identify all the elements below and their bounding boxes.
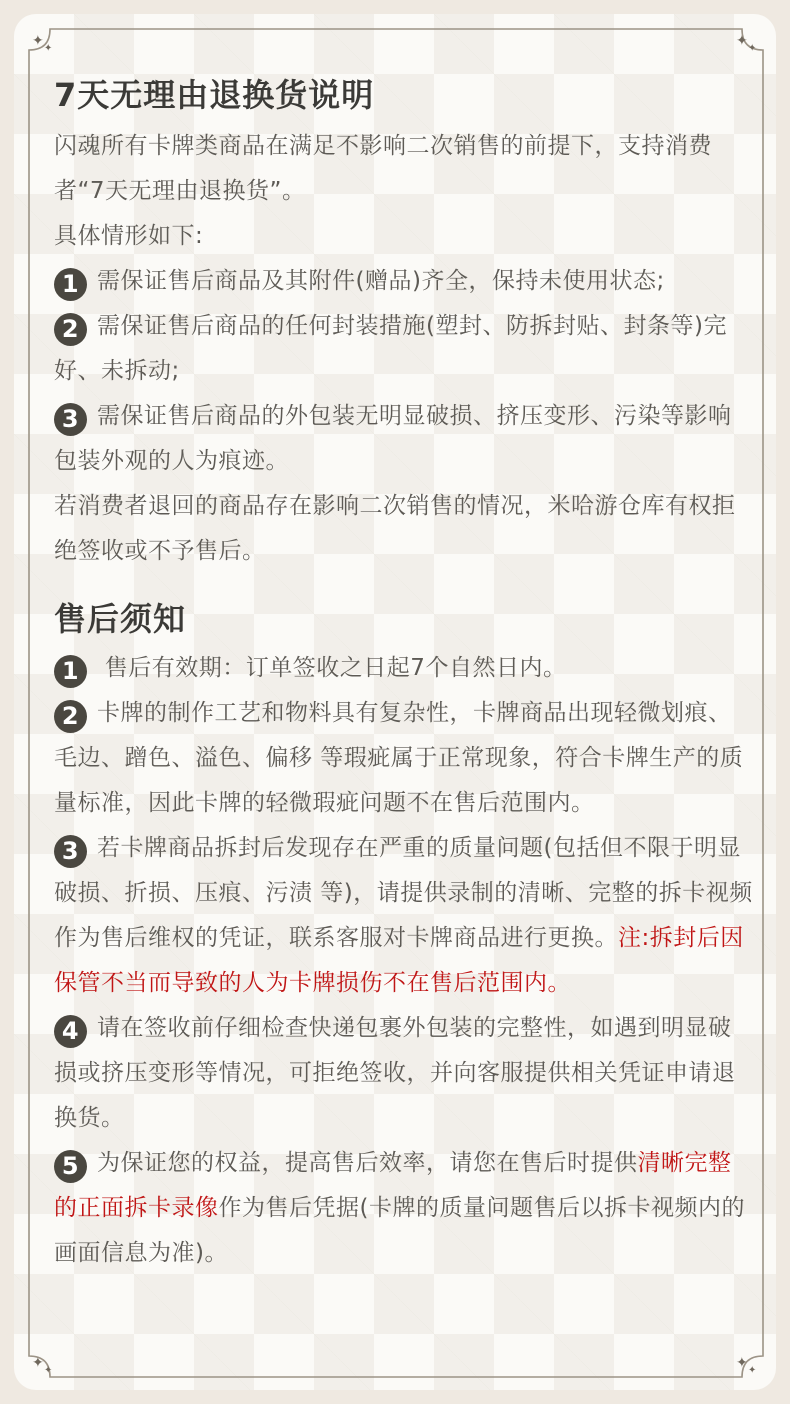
- number-badge-3: 3: [54, 403, 87, 436]
- notice-item: 4 请在签收前仔细检查快递包裹外包装的完整性，如遇到明显破损或挤压变形等情况，可拒绝签收，并向客服提供相关凭证申请退换货。: [54, 1015, 736, 1131]
- sparkle-icon: ✦: [32, 33, 44, 49]
- number-badge-1: 1: [54, 268, 87, 301]
- warehouse-note: 若消费者退回的商品存在影响二次销售的情况，米哈游仓库有权拒绝签收或不予售后。: [54, 493, 736, 564]
- notice-item: 2 卡牌的制作工艺和物料具有复杂性，卡牌商品出现轻微划痕、毛边、蹭色、溢色、偏移 等瑕疵属于正常现象，符合卡牌生产的质量标准，因此卡牌的轻微瑕疵问题不在售后范围内。: [54, 700, 744, 816]
- warning-text: 注:拆封后因保管不当而导致的人为卡牌损伤不在售后范围内。: [54, 925, 744, 996]
- number-badge-2: 2: [54, 700, 87, 733]
- sparkle-icon: ✦: [736, 33, 748, 49]
- notice-item: 3 若卡牌商品拆封后发现存在严重的质量问题(包括但不限于明显破损、折损、压痕、污渍 等)，请提供录制的清晰、完整的拆卡视频作为售后维权的凭证，联系客服对卡牌商品进行更换。注:拆封后因保管不当而导致的人为卡牌损伤不在售后范围内。: [54, 835, 753, 996]
- condition-item: 2 需保证售后商品的任何封装措施(塑封、防拆封贴、封条等)完好、未拆动;: [54, 313, 727, 384]
- condition-item: 1 需保证售后商品及其附件(赠品)齐全，保持未使用状态;: [54, 259, 754, 304]
- aftersales-title: 售后须知: [54, 600, 187, 638]
- notice-item: 1 售后有效期：订单签收之日起7个自然日内。: [54, 646, 754, 691]
- highlight-text: 清晰完整的正面拆卡录像: [54, 1150, 732, 1221]
- number-badge-2: 2: [54, 313, 87, 346]
- sparkle-icon: ✦: [748, 43, 757, 54]
- number-badge-3: 3: [54, 835, 87, 868]
- sparkle-icon: ✦: [44, 1365, 53, 1376]
- sparkle-icon: ✦: [736, 1355, 748, 1371]
- conditions-lead: 具体情形如下:: [54, 223, 204, 249]
- intro-text: 闪魂所有卡牌类商品在满足不影响二次销售的前提下，支持消费者“7天无理由退换货”。: [54, 133, 712, 204]
- content: [54, 70, 754, 1276]
- condition-item: 3 需保证售后商品的外包装无明显破损、挤压变形、污染等影响包装外观的人为痕迹。: [54, 403, 732, 474]
- notice-item: 5 为保证您的权益，提高售后效率，请您在售后时提供清晰完整的正面拆卡录像作为售后凭据(卡牌的质量问题售后以拆卡视频内的画面信息为准)。: [54, 1150, 745, 1266]
- number-badge-1: 1: [54, 655, 87, 688]
- number-badge-4: 4: [54, 1015, 87, 1048]
- sparkle-icon: ✦: [748, 1365, 757, 1376]
- sparkle-icon: ✦: [32, 1355, 44, 1371]
- sparkle-icon: ✦: [44, 43, 53, 54]
- return-policy-title: 7天无理由退换货说明: [54, 76, 375, 114]
- number-badge-5: 5: [54, 1150, 87, 1183]
